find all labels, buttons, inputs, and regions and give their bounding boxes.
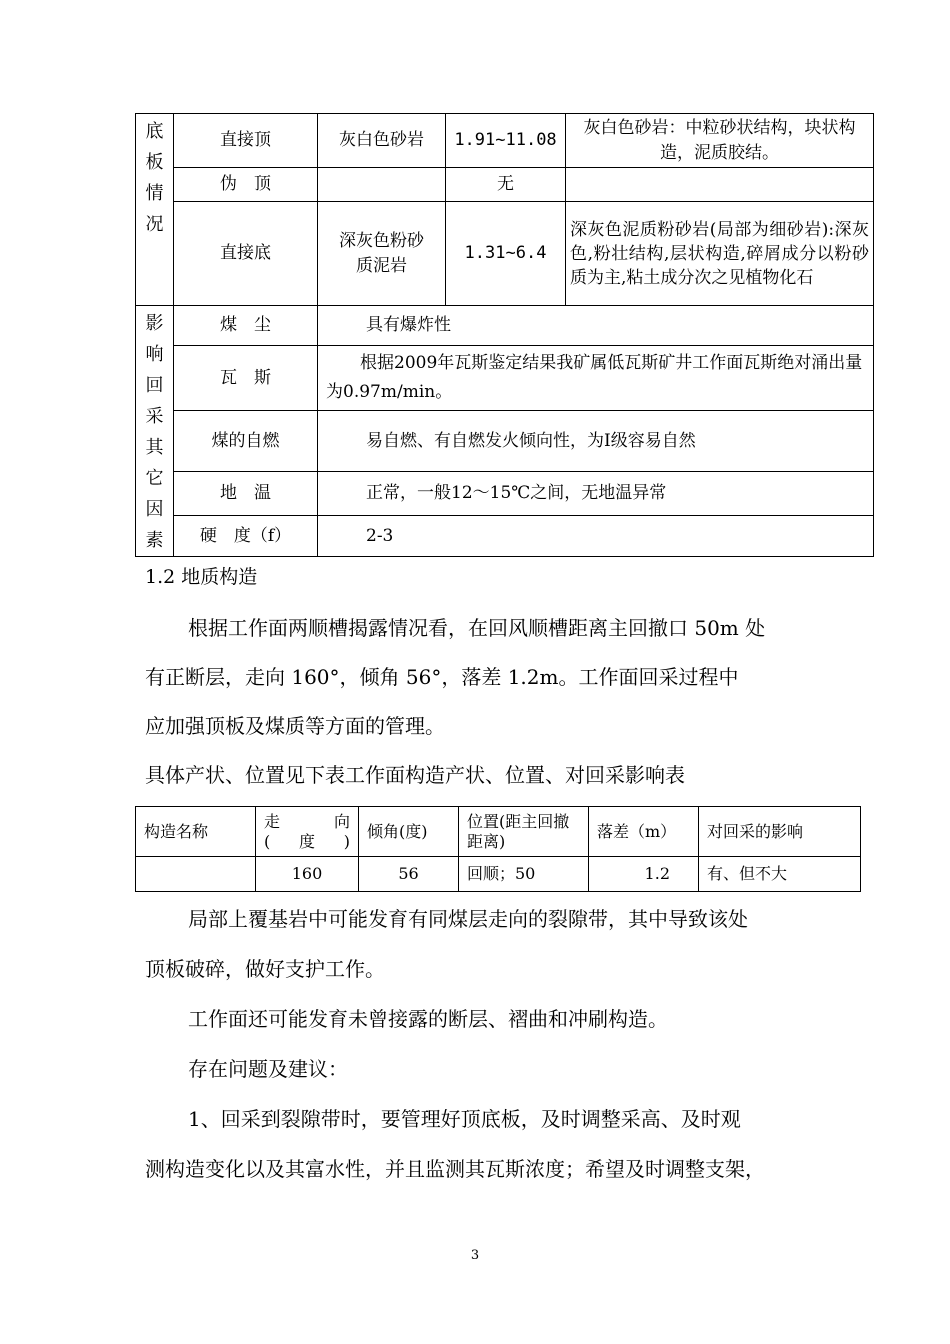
thickness: 1.91~11.08 xyxy=(446,114,566,168)
paragraph-line: 工作面还可能发育未曾接露的断层、褶曲和冲刷构造。 xyxy=(188,1007,668,1031)
rock-type: 深灰色粉砂质泥岩 xyxy=(318,202,446,306)
group-label-other-factors: 影响回采其它因素 xyxy=(136,306,174,557)
table-cell xyxy=(136,857,256,892)
page-number: 3 xyxy=(470,1248,480,1263)
section-title: 1.2 地质构造 xyxy=(145,566,258,588)
column-header: 落差（m） xyxy=(589,807,699,857)
paragraph-line: 存在问题及建议： xyxy=(188,1057,348,1081)
table-row xyxy=(136,306,874,346)
thickness: 1.31~6.4 xyxy=(446,202,566,306)
paragraph-line: 应加强顶板及煤质等方面的管理。 xyxy=(145,714,445,738)
row-name: 地 温 xyxy=(174,471,318,516)
row-name: 直接底 xyxy=(174,202,318,306)
empty-cell xyxy=(566,168,874,202)
description: 深灰色泥质粉砂岩(局部为细砂岩):深灰色,粉壮结构,层状构造,碎屑成分以粉砂质为主,粘土成分次之见植物化石 xyxy=(566,202,874,306)
table-cell: 160 xyxy=(256,857,359,892)
factor-value: 正常，一般12～15℃之间，无地温异常 xyxy=(318,471,874,516)
table-header-row xyxy=(136,807,861,857)
paragraph-line: 顶板破碎，做好支护工作。 xyxy=(145,957,385,981)
geology-conditions-table xyxy=(135,113,874,557)
table-row xyxy=(136,411,874,472)
paragraph-line: 测构造变化以及其富水性，并且监测其瓦斯浓度；希望及时调整支架， xyxy=(145,1157,765,1181)
structure-table xyxy=(135,806,861,892)
factor-value: 易自燃、有自燃发火倾向性，为Ⅰ级容易自然 xyxy=(318,411,874,472)
column-header: 走 向(度) xyxy=(256,807,359,857)
paragraph-line: 根据工作面两顺槽揭露情况看，在回风顺槽距离主回撤口 50m 处 xyxy=(188,616,766,640)
row-name: 煤 尘 xyxy=(174,306,318,346)
table-row xyxy=(136,857,861,892)
row-name: 瓦 斯 xyxy=(174,346,318,411)
column-header: 位置(距主回撤距离) xyxy=(459,807,589,857)
group-label-floor: 底板情况 xyxy=(136,114,174,306)
paragraph-line: 有正断层，走向 160°，倾角 56°，落差 1.2m。工作面回采过程中 xyxy=(145,665,739,689)
table-row xyxy=(136,471,874,516)
description: 灰白色砂岩：中粒砂状结构，块状构造，泥质胶结。 xyxy=(566,114,874,168)
table-cell: 有、但不大 xyxy=(699,857,861,892)
table-row xyxy=(136,346,874,411)
merged-value: 无 xyxy=(446,168,566,202)
factor-value: 具有爆炸性 xyxy=(318,306,874,346)
table-cell: 回顺；50 xyxy=(459,857,589,892)
empty-cell xyxy=(318,168,446,202)
paragraph-line: 1、回采到裂隙带时，要管理好顶底板，及时调整采高、及时观 xyxy=(188,1107,741,1131)
table-row xyxy=(136,516,874,557)
column-header: 构造名称 xyxy=(136,807,256,857)
row-name: 硬 度（f） xyxy=(174,516,318,557)
factor-value: 2-3 xyxy=(318,516,874,557)
paragraph-line: 局部上覆基岩中可能发育有同煤层走向的裂隙带，其中导致该处 xyxy=(188,907,748,931)
row-name: 伪 顶 xyxy=(174,168,318,202)
table-cell: 1.2 xyxy=(589,857,699,892)
table-row xyxy=(136,168,874,202)
row-name: 直接顶 xyxy=(174,114,318,168)
row-name: 煤的自燃 xyxy=(174,411,318,472)
factor-value: 根据2009年瓦斯鉴定结果我矿属低瓦斯矿井工作面瓦斯绝对涌出量为0.97m/min。 xyxy=(318,346,874,411)
table-cell: 56 xyxy=(359,857,459,892)
table-row xyxy=(136,202,874,306)
table-caption: 具体产状、位置见下表工作面构造产状、位置、对回采影响表 xyxy=(145,763,685,787)
column-header: 倾角(度) xyxy=(359,807,459,857)
column-header: 对回采的影响 xyxy=(699,807,861,857)
rock-type: 灰白色砂岩 xyxy=(318,114,446,168)
table-row xyxy=(136,114,874,168)
